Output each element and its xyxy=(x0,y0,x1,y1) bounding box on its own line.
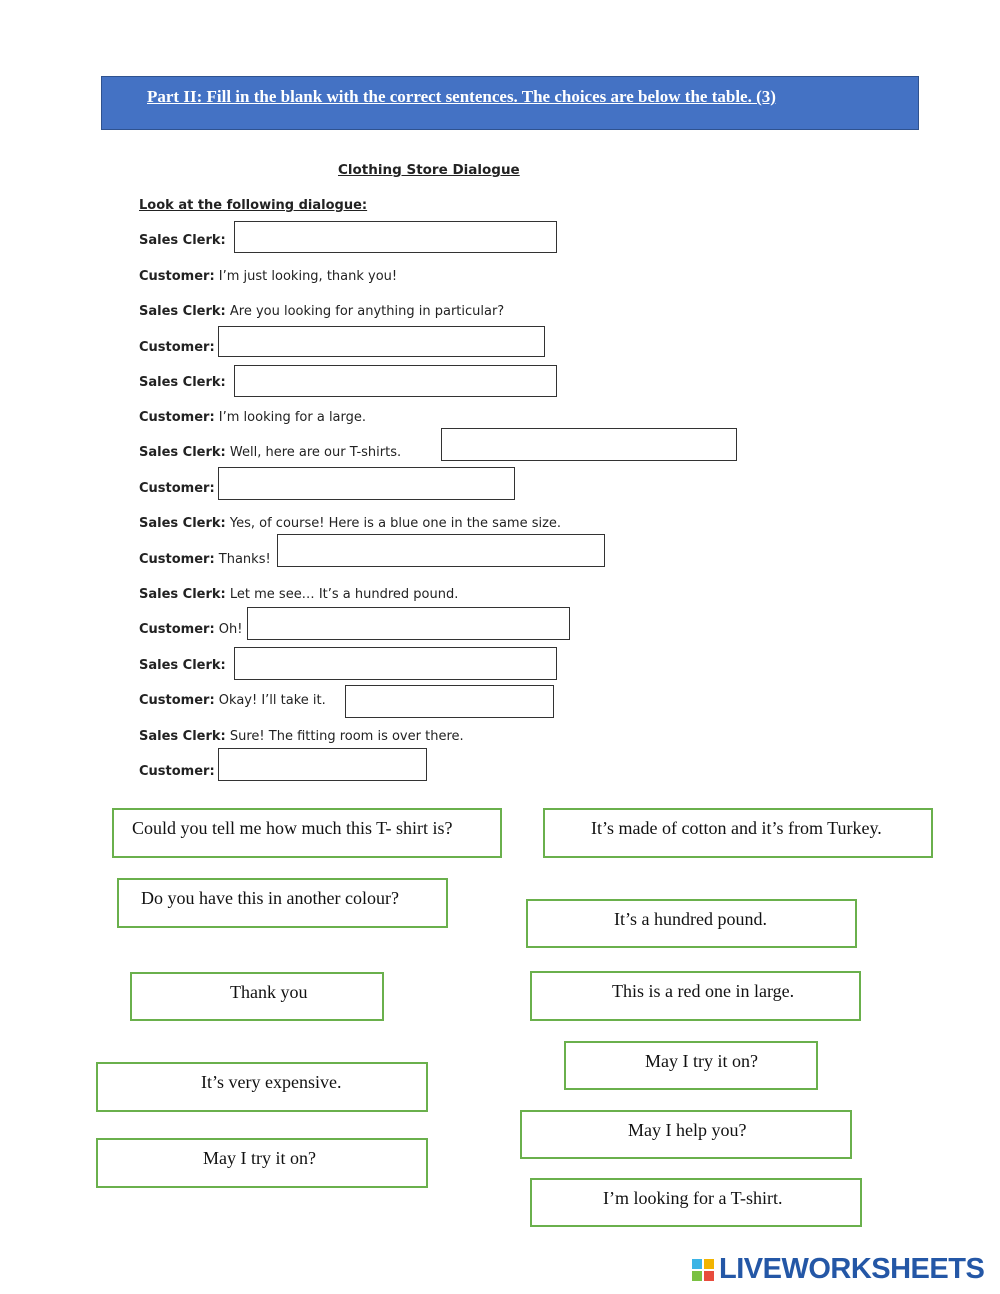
answer-blank-1[interactable] xyxy=(234,221,557,253)
dialogue-line: Customer: Thanks! xyxy=(139,552,271,567)
dialogue-line: Sales Clerk: Sure! The fitting room is over there. xyxy=(139,729,464,744)
choice-card[interactable]: It’s a hundred pound. xyxy=(526,899,857,948)
dialogue-line: Customer: I’m just looking, thank you! xyxy=(139,269,398,284)
liveworksheets-logo xyxy=(692,1253,992,1287)
dialogue-instruction: Look at the following dialogue: xyxy=(139,198,368,213)
answer-blank-7[interactable] xyxy=(247,607,570,640)
dialogue-line: Sales Clerk: xyxy=(139,375,226,390)
dialogue-line: Sales Clerk: xyxy=(139,233,226,248)
logo-text: LIVEWORKSHEETS xyxy=(719,1253,985,1285)
dialogue-line: Customer: xyxy=(139,340,215,355)
choice-card[interactable]: Thank you xyxy=(130,972,384,1021)
instruction-title: Part II: Fill in the blank with the correct sentences. The choices are below the table. (3) xyxy=(147,87,776,106)
dialogue-line: Customer: xyxy=(139,481,215,496)
dialogue-line: Sales Clerk: Are you looking for anything in particular? xyxy=(139,304,505,319)
answer-blank-2[interactable] xyxy=(218,326,545,357)
dialogue-line: Customer: I’m looking for a large. xyxy=(139,410,367,425)
dialogue-line: Customer: Okay! I’ll take it. xyxy=(139,693,326,708)
answer-blank-6[interactable] xyxy=(277,534,605,567)
choice-card[interactable]: May I try it on? xyxy=(564,1041,818,1090)
choice-card[interactable]: May I help you? xyxy=(520,1110,852,1159)
dialogue-line: Sales Clerk: Well, here are our T-shirts. xyxy=(139,445,402,460)
answer-blank-5[interactable] xyxy=(218,467,515,500)
choice-card[interactable]: I’m looking for a T-shirt. xyxy=(530,1178,862,1227)
dialogue-line: Sales Clerk: Yes, of course! Here is a blue one in the same size. xyxy=(139,516,562,531)
choice-card[interactable]: Do you have this in another colour? xyxy=(117,878,448,928)
instruction-banner xyxy=(101,76,919,130)
choice-card[interactable]: May I try it on? xyxy=(96,1138,428,1188)
logo-mark-icon xyxy=(692,1259,716,1281)
dialogue-line: Customer: Oh! xyxy=(139,622,243,637)
choice-card[interactable]: It’s very expensive. xyxy=(96,1062,428,1112)
choice-card[interactable]: Could you tell me how much this T- shirt is? xyxy=(112,808,502,858)
answer-blank-4[interactable] xyxy=(441,428,737,461)
dialogue-line: Customer: xyxy=(139,764,215,779)
answer-blank-10[interactable] xyxy=(218,748,427,781)
choice-card[interactable]: This is a red one in large. xyxy=(530,971,861,1021)
choice-card[interactable]: It’s made of cotton and it’s from Turkey. xyxy=(543,808,933,858)
dialogue-line: Sales Clerk: Let me see… It’s a hundred pound. xyxy=(139,587,459,602)
answer-blank-3[interactable] xyxy=(234,365,557,397)
answer-blank-9[interactable] xyxy=(345,685,554,718)
answer-blank-8[interactable] xyxy=(234,647,557,680)
dialogue-title: Clothing Store Dialogue xyxy=(338,162,520,178)
dialogue-line: Sales Clerk: xyxy=(139,658,226,673)
